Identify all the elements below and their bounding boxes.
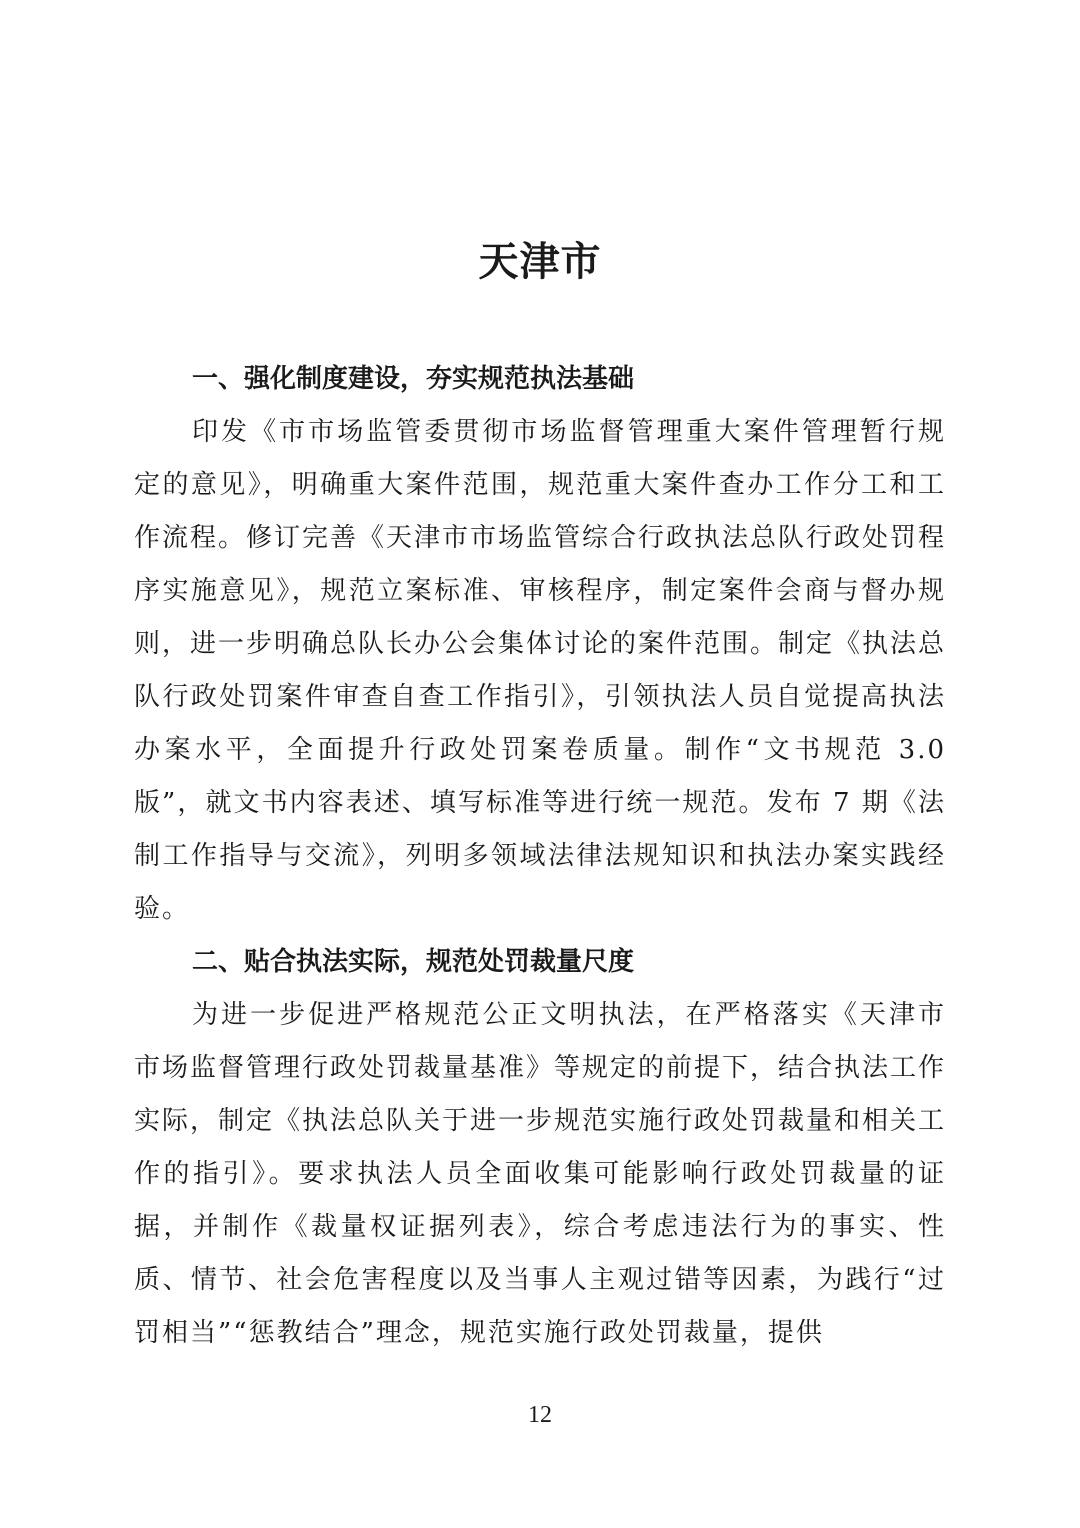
section-paragraph-1: 印发《市市场监管委贯彻市场监督管理重大案件管理暂行规定的意见》，明确重大案件范围，规范重大案件查办工作分工和工作流程。修订完善《天津市市场监管综合行政执法总队行政处罚程序实施意见》，规范立案标准、审核程序，制定案件会商与督办规则，进一步明确总队长办公会集体讨论的案件范围。制定《执法总队行政处罚案件审查自查工作指引》，引领执法人员自觉提高执法办案水平，全面提升行政处罚案卷质量。制作“文书规范 3.0 版”，就文书内容表述、填写标准等进行统一规范。发布 7 期《法制工作指导与交流》，列明多领域法律法规知识和执法办案实践经验。 (134, 417, 947, 924)
page-title: 天津市 (478, 239, 602, 285)
section-heading-2: 二、贴合执法实际，规范处罚裁量尺度 (192, 947, 635, 977)
page-number: 12 (528, 1402, 552, 1428)
section-paragraph-2: 为进一步促进严格规范公正文明执法，在严格落实《天津市市场监督管理行政处罚裁量基准》等规定的前提下，结合执法工作实际，制定《执法总队关于进一步规范实施行政处罚裁量和相关工作的指引》。要求执法人员全面收集可能影响行政处罚裁量的证据，并制作《裁量权证据列表》，综合考虑违法行为的事实、性质、情节、社会危害程度以及当事人主观过错等因素，为践行“过罚相当”“惩教结合”理念，规范实施行政处罚裁量，提供 (134, 1000, 947, 1348)
section-heading-1: 一、强化制度建设，夯实规范执法基础 (192, 364, 635, 394)
document-body (134, 353, 946, 1360)
